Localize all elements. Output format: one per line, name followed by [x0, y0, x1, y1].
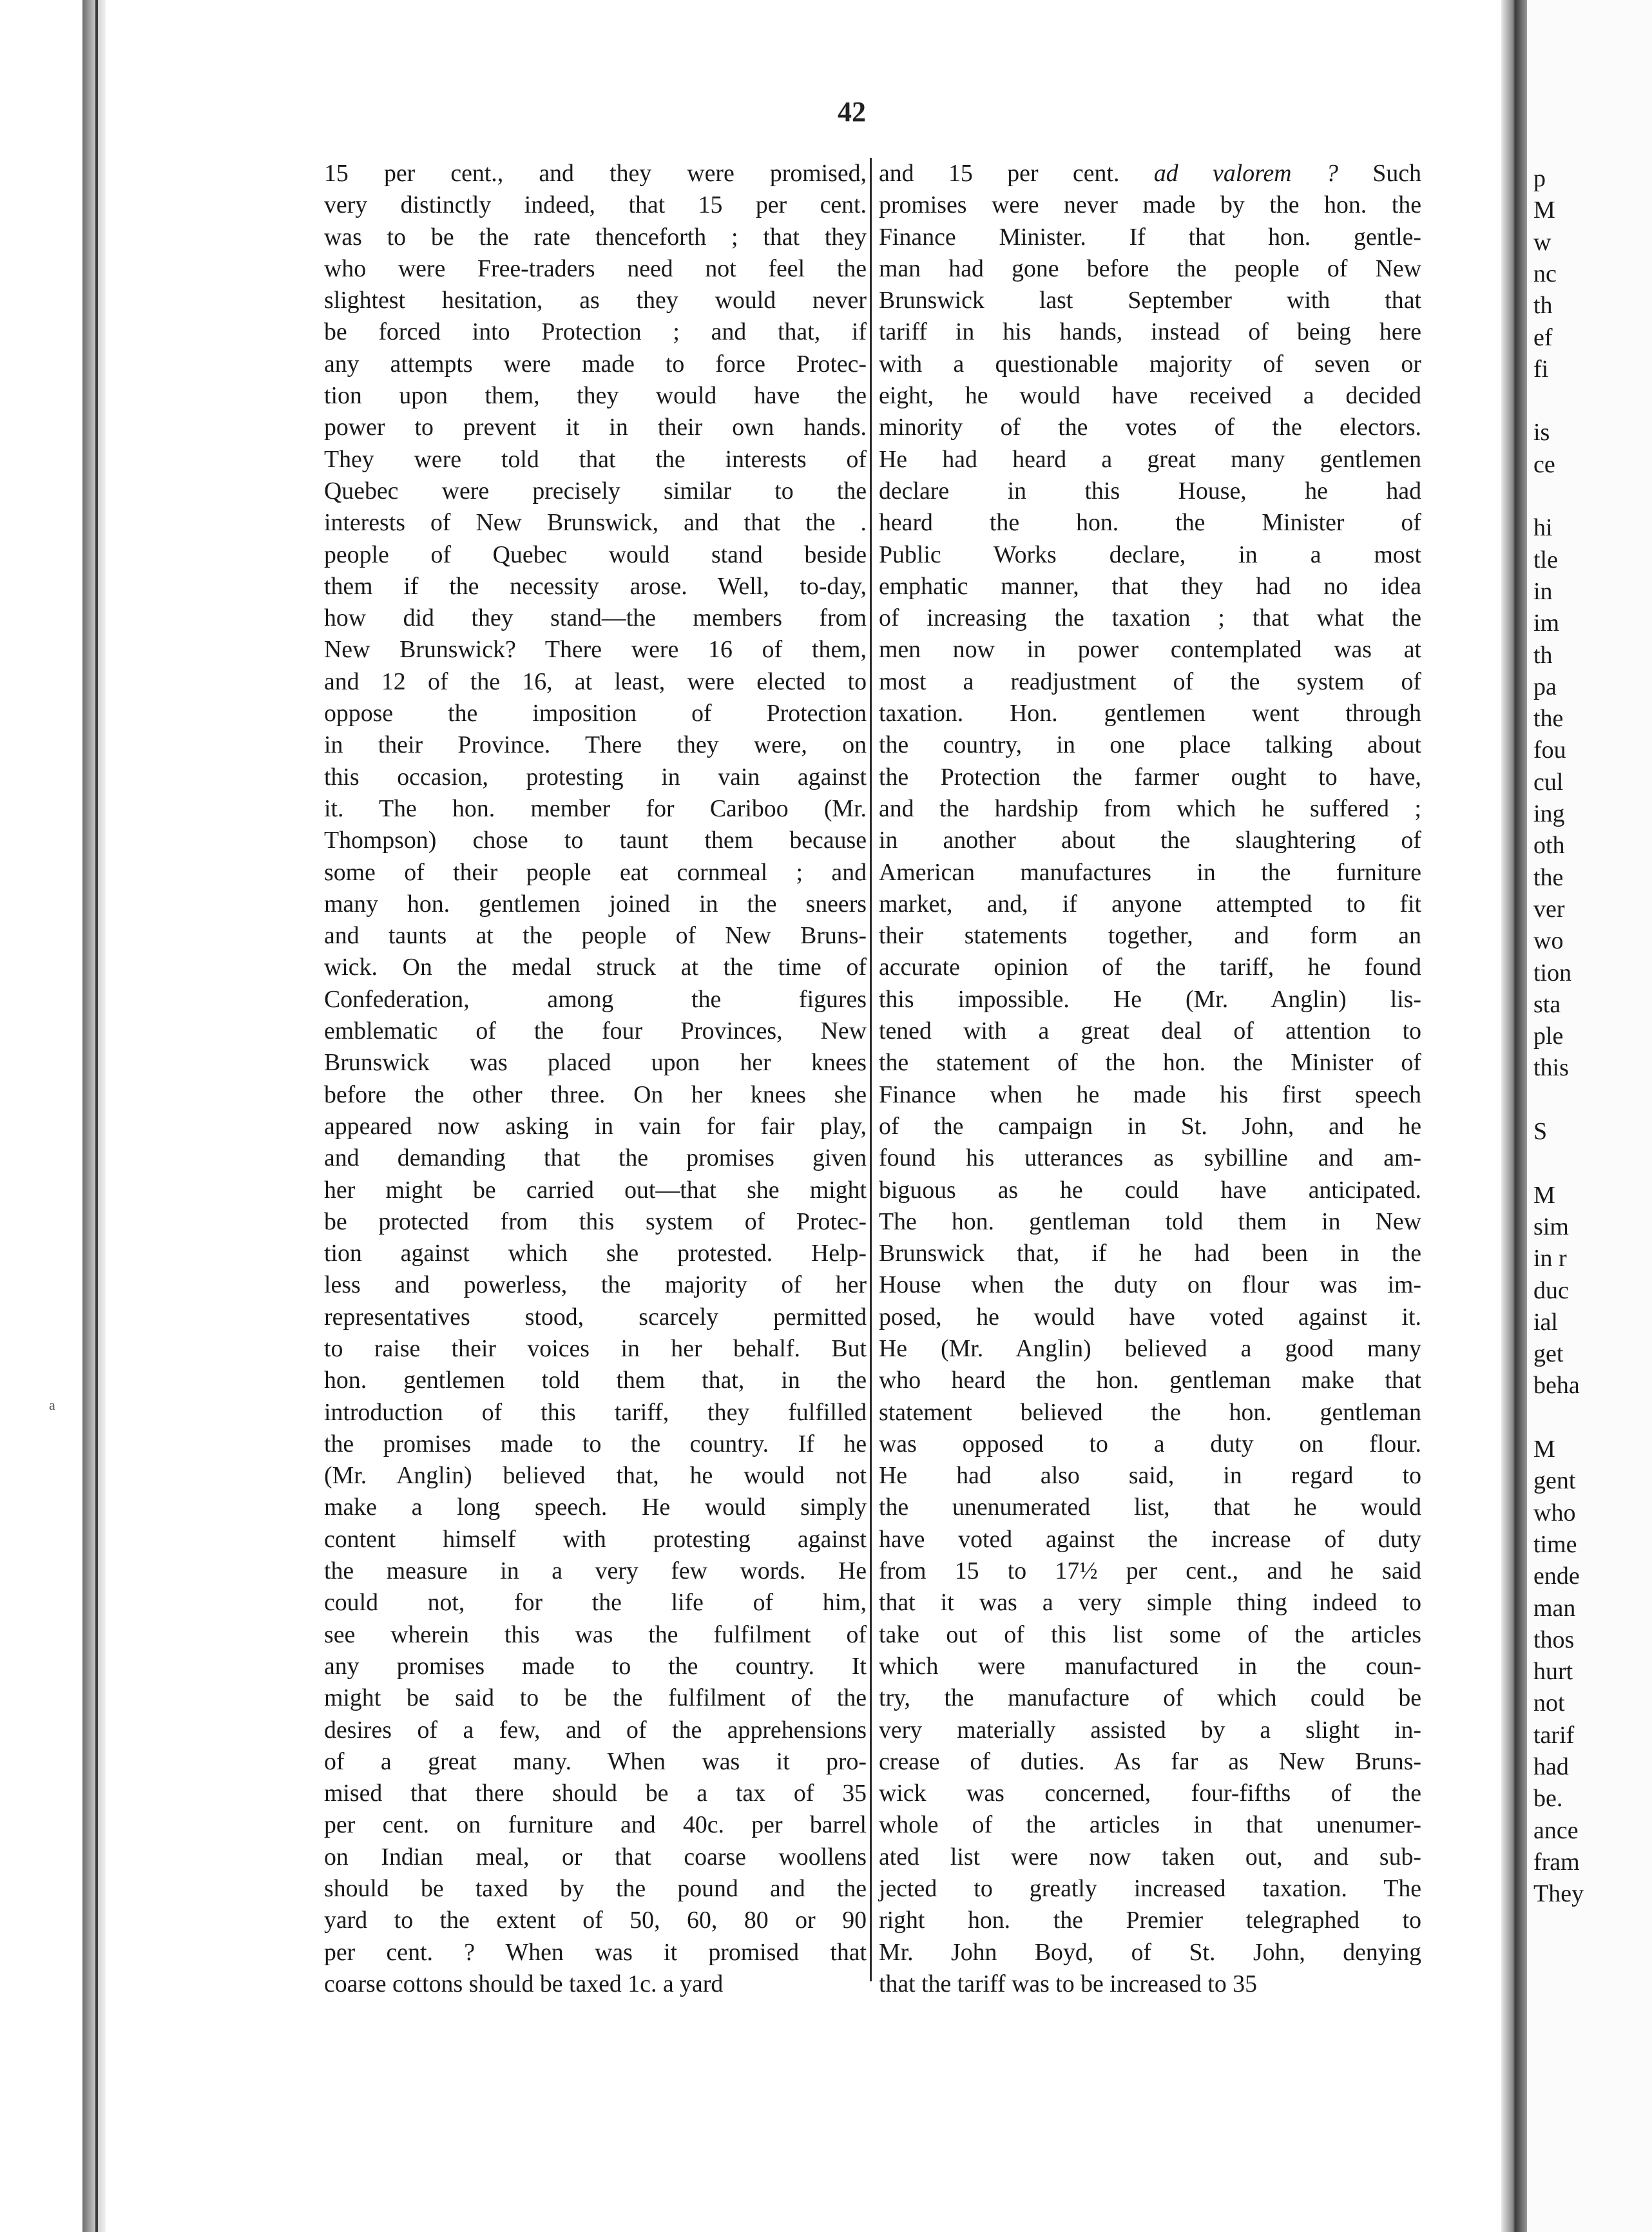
next-page-text-fragment: nc	[1533, 260, 1557, 287]
text-line: the country, in one place talking about	[879, 731, 1421, 759]
text-line: They were told that the interests of	[324, 445, 867, 473]
next-page-text-fragment: time	[1533, 1530, 1577, 1558]
text-line: very distinctly indeed, that 15 per cent.	[324, 191, 867, 219]
next-page-text-fragment: is	[1533, 419, 1550, 447]
text-line: and 12 of the 16, at least, were elected to	[324, 668, 867, 695]
text-line: emphatic manner, that they had no idea	[879, 572, 1421, 600]
text-line: the statement of the hon. the Minister of	[879, 1049, 1421, 1077]
next-page-text-fragment: get	[1533, 1340, 1564, 1368]
text-line: people of Quebec would stand beside	[324, 541, 867, 568]
next-page-text-fragment: ing	[1533, 800, 1565, 827]
text-line: hon. gentlemen told them that, in the	[324, 1367, 867, 1394]
text-line: it. The hon. member for Cariboo (Mr.	[324, 794, 867, 822]
text-line: per cent. on furniture and 40c. per barrel	[324, 1811, 867, 1839]
text-line: from 15 to 17½ per cent., and he said	[879, 1557, 1421, 1585]
next-page-text-fragment: pa	[1533, 673, 1557, 700]
next-page-text-fragment: tle	[1533, 546, 1558, 573]
scan-left-edge-line	[95, 0, 98, 2232]
next-page-text-fragment: the	[1533, 863, 1564, 891]
text-line: some of their people eat cornmeal ; and	[324, 858, 867, 886]
text-line: on Indian meal, or that coarse woollens	[324, 1843, 867, 1871]
text-line: that the tariff was to be increased to 35	[879, 1970, 1258, 1997]
text-line: this occasion, protesting in vain against	[324, 763, 867, 791]
text-line: ated list were now taken out, and sub-	[879, 1843, 1421, 1871]
text-line: very materially assisted by a slight in-	[879, 1716, 1421, 1744]
next-page-text-fragment: hi	[1533, 514, 1553, 542]
text-line: jected to greatly increased taxation. The	[879, 1875, 1421, 1903]
text-line: Finance Minister. If that hon. gentle-	[879, 223, 1421, 251]
text-line: that it was a very simple thing indeed to	[879, 1589, 1421, 1617]
text-line: Brunswick was placed upon her knees	[324, 1049, 867, 1077]
text-line: He (Mr. Anglin) believed a good many	[879, 1334, 1421, 1362]
next-page-text-fragment: They	[1533, 1880, 1584, 1908]
text-line: who heard the hon. gentleman make that	[879, 1367, 1421, 1394]
column-divider	[870, 158, 872, 1981]
text-line: appeared now asking in vain for fair play,	[324, 1112, 867, 1140]
next-page-text-fragment: fram	[1533, 1848, 1580, 1876]
text-line: the unenumerated list, that he would	[879, 1494, 1421, 1521]
text-line: Thompson) chose to taunt them because	[324, 827, 867, 854]
text-line: before the other three. On her knees she	[324, 1081, 867, 1108]
text-line: was to be the rate thenceforth ; that they	[324, 223, 867, 251]
next-page-text-fragment: M	[1533, 1436, 1555, 1463]
right-text-column	[879, 158, 1421, 2000]
next-page-text-fragment: ende	[1533, 1563, 1580, 1590]
next-page-text-fragment: fou	[1533, 736, 1566, 764]
text-line: posed, he would have voted against it.	[879, 1303, 1421, 1331]
text-line: and taunts at the people of New Bruns-	[324, 922, 867, 950]
text-line: (Mr. Anglin) believed that, he would not	[324, 1462, 867, 1490]
next-page-text-fragment: th	[1533, 641, 1553, 669]
text-line: any promises made to the country. It	[324, 1652, 867, 1680]
text-line: tened with a great deal of attention to	[879, 1017, 1421, 1045]
text-line: in their Province. There they were, on	[324, 731, 867, 759]
text-line: many hon. gentlemen joined in the sneers	[324, 890, 867, 918]
next-page-text-fragment: th	[1533, 292, 1553, 320]
text-line: right hon. the Premier telegraphed to	[879, 1907, 1421, 1934]
next-page-text-fragment: sta	[1533, 990, 1561, 1018]
margin-mark: a	[49, 1397, 55, 1413]
text-line: accurate opinion of the tariff, he found	[879, 954, 1421, 981]
next-page-text-fragment: tarif	[1533, 1721, 1575, 1749]
text-line: per cent. ? When was it promised that	[324, 1938, 867, 1966]
next-page-text-fragment: sim	[1533, 1213, 1569, 1240]
text-line: most a readjustment of the system of	[879, 668, 1421, 695]
text-line: He had also said, in regard to	[879, 1462, 1421, 1490]
text-line: be forced into Protection ; and that, if	[324, 318, 867, 346]
text-line: how did they stand—the members from	[324, 604, 867, 632]
book-gutter	[1501, 0, 1527, 2232]
text-line: might be said to be the fulfilment of the	[324, 1684, 867, 1712]
next-page-text-fragment: p	[1533, 165, 1546, 192]
text-line: The hon. gentleman told them in New	[879, 1207, 1421, 1235]
text-line: and the hardship from which he suffered ;	[879, 794, 1421, 822]
text-line: emblematic of the four Provinces, New	[324, 1017, 867, 1045]
text-line: the Protection the farmer ought to have,	[879, 763, 1421, 791]
text-line: oppose the imposition of Protection	[324, 700, 867, 727]
text-line: content himself with protesting against	[324, 1525, 867, 1553]
text-line: the promises made to the country. If he	[324, 1430, 867, 1458]
text-line: Finance when he made his first speech	[879, 1081, 1421, 1108]
text-line: take out of this list some of the articles	[879, 1621, 1421, 1648]
text-line: tariff in his hands, instead of being here	[879, 318, 1421, 346]
text-line: make a long speech. He would simply	[324, 1494, 867, 1521]
next-page-text-fragment: in r	[1533, 1245, 1567, 1273]
text-line: could not, for the life of him,	[324, 1589, 867, 1617]
text-line: introduction of this tariff, they fulfilled	[324, 1398, 867, 1426]
text-line: interests of New Brunswick, and that the .	[324, 509, 867, 537]
text-line: American manufactures in the furniture	[879, 858, 1421, 886]
text-line: eight, he would have received a decided	[879, 382, 1421, 410]
text-line: the measure in a very few words. He	[324, 1557, 867, 1585]
next-page-text-fragment: duc	[1533, 1276, 1569, 1304]
text-line: them if the necessity arose. Well, to-day,	[324, 572, 867, 600]
text-line: desires of a few, and of the apprehensions	[324, 1716, 867, 1744]
text-line: which were manufactured in the coun-	[879, 1652, 1421, 1680]
text-line: taxation. Hon. gentlemen went through	[879, 700, 1421, 727]
text-line: New Brunswick? There were 16 of them,	[324, 636, 867, 664]
text-line: Brunswick last September with that	[879, 287, 1421, 314]
next-page-text-fragment: cul	[1533, 768, 1564, 796]
next-page-text-fragment: S	[1533, 1118, 1548, 1145]
left-text-column	[324, 158, 867, 2000]
text-line: declare in this House, he had	[879, 477, 1421, 505]
text-line: any attempts were made to force Protec-	[324, 350, 867, 378]
next-page-text-fragment: not	[1533, 1689, 1565, 1717]
text-line: this impossible. He (Mr. Anglin) lis-	[879, 985, 1421, 1013]
text-line: should be taxed by the pound and the	[324, 1875, 867, 1903]
text-line: tion upon them, they would have the	[324, 382, 867, 410]
next-page-text-fragment: ver	[1533, 895, 1565, 923]
text-line: have voted against the increase of duty	[879, 1525, 1421, 1553]
text-line: be protected from this system of Protec-	[324, 1207, 867, 1235]
text-line: and demanding that the promises given	[324, 1144, 867, 1172]
next-page-text-fragment: in	[1533, 577, 1553, 605]
text-line: power to prevent it in their own hands.	[324, 414, 867, 441]
text-line: crease of duties. As far as New Bruns-	[879, 1747, 1421, 1775]
text-line: Confederation, among the figures	[324, 985, 867, 1013]
next-page-text-fragment: thos	[1533, 1626, 1575, 1653]
next-page-text-fragment: wo	[1533, 927, 1564, 955]
text-line: of a great many. When was it pro-	[324, 1747, 867, 1775]
next-page-text-fragment: hurt	[1533, 1658, 1573, 1686]
text-line: wick. On the medal struck at the time of	[324, 954, 867, 981]
text-line: heard the hon. the Minister of	[879, 509, 1421, 537]
text-line: who were Free-traders need not feel the	[324, 255, 867, 282]
text-line: biguous as he could have anticipated.	[879, 1176, 1421, 1204]
text-line: coarse cottons should be taxed 1c. a yard	[324, 1970, 724, 1997]
text-line: minority of the votes of the electors.	[879, 414, 1421, 441]
text-line: to raise their voices in her behalf. But	[324, 1334, 867, 1362]
text-line: He had heard a great many gentlemen	[879, 445, 1421, 473]
text-line: wick was concerned, four-fifths of the	[879, 1780, 1421, 1807]
next-page-text-fragment: ial	[1533, 1308, 1558, 1336]
text-line: in another about the slaughtering of	[879, 827, 1421, 854]
next-page-text-fragment: tion	[1533, 959, 1572, 986]
text-line: her might be carried out—that she might	[324, 1176, 867, 1204]
text-line: promises were never made by the hon. the	[879, 191, 1421, 219]
text-line: and 15 per cent. ad valorem ? Such	[879, 160, 1422, 187]
text-line: Quebec were precisely similar to the	[324, 477, 867, 505]
text-line: market, and, if anyone attempted to fit	[879, 890, 1421, 918]
text-line: of increasing the taxation ; that what the	[879, 604, 1421, 632]
next-page-text-fragment: ce	[1533, 450, 1555, 478]
text-line: slightest hesitation, as they would never	[324, 287, 867, 314]
next-page-text-fragment: ple	[1533, 1023, 1564, 1050]
next-page-text-fragment: M	[1533, 197, 1555, 224]
text-line: whole of the articles in that unenumer-	[879, 1811, 1421, 1839]
text-line: see wherein this was the fulfilment of	[324, 1621, 867, 1648]
next-page-text-fragment: ance	[1533, 1816, 1579, 1844]
text-line: man had gone before the people of New	[879, 255, 1421, 282]
next-page-text-fragment: im	[1533, 610, 1560, 637]
text-line: mised that there should be a tax of 35	[324, 1780, 867, 1807]
text-line: representatives stood, scarcely permitted	[324, 1303, 867, 1331]
text-line: their statements together, and form an	[879, 922, 1421, 950]
text-line: was opposed to a duty on flour.	[879, 1430, 1421, 1458]
text-line: Mr. John Boyd, of St. John, denying	[879, 1938, 1421, 1966]
next-page-text-fragment: this	[1533, 1054, 1569, 1082]
next-page-text-fragment: M	[1533, 1181, 1555, 1209]
text-line: House when the duty on flour was im-	[879, 1271, 1421, 1299]
next-page-text-fragment: oth	[1533, 832, 1565, 860]
next-page-text-fragment: the	[1533, 705, 1564, 733]
text-line: less and powerless, the majority of her	[324, 1271, 867, 1299]
text-line: with a questionable majority of seven or	[879, 350, 1421, 378]
text-line: men now in power contemplated was at	[879, 636, 1421, 664]
next-page-text-fragment: gent	[1533, 1467, 1576, 1495]
text-line: of the campaign in St. John, and he	[879, 1112, 1421, 1140]
text-line: Brunswick that, if he had been in the	[879, 1240, 1421, 1267]
next-page-text-fragment: w	[1533, 228, 1551, 256]
next-page-text-fragment: had	[1533, 1753, 1569, 1780]
text-line: tion against which she protested. Help-	[324, 1240, 867, 1267]
text-line: 15 per cent., and they were promised,	[324, 160, 867, 187]
next-page-text-fragment: man	[1533, 1594, 1576, 1622]
page-number: 42	[838, 96, 866, 128]
text-line: found his utterances as sybilline and am-	[879, 1144, 1421, 1172]
next-page-text-fragment: ef	[1533, 323, 1553, 351]
scan-left-edge	[82, 0, 106, 2232]
text-line: Public Works declare, in a most	[879, 541, 1421, 568]
next-page-text-fragment: fi	[1533, 355, 1549, 383]
next-page-text-fragment: be.	[1533, 1785, 1563, 1813]
text-line: yard to the extent of 50, 60, 80 or 90	[324, 1907, 867, 1934]
next-page-text-fragment: beha	[1533, 1372, 1580, 1400]
text-line: statement believed the hon. gentleman	[879, 1398, 1421, 1426]
text-line: try, the manufacture of which could be	[879, 1684, 1421, 1712]
next-page-text-fragment: who	[1533, 1499, 1576, 1526]
